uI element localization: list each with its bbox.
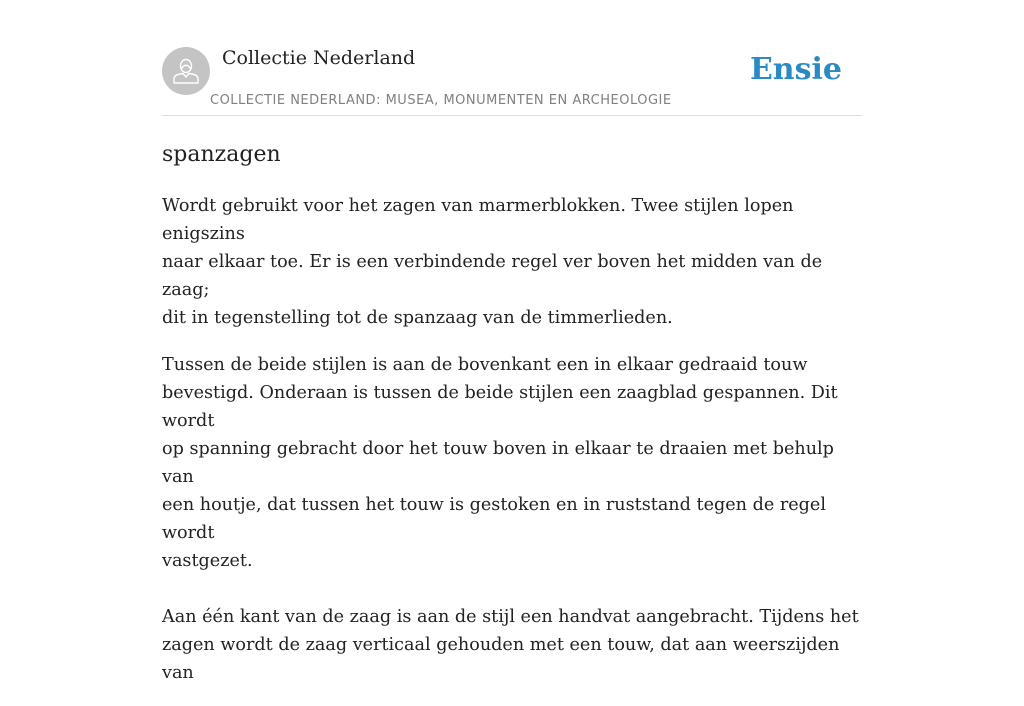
- user-silhouette-icon: [162, 47, 210, 95]
- author-name[interactable]: Collectie Nederland: [222, 47, 416, 69]
- ensie-logo[interactable]: Ensie: [749, 52, 842, 87]
- article-paragraph: Wordt gebruikt voor het zagen van marmerblokken. Twee stijlen lopen enigszins naar elkaar toe. Er is een verbindende regel ver boven het midden van de zaag; dit in tegenstelling tot de spanzaag van de timmerlieden.: [162, 196, 823, 328]
- article-header: [162, 0, 862, 116]
- article-paragraph: Aan één kant van de zaag is aan de stijl een handvat aangebracht. Tijdens het zagen wordt de zaag verticaal gehouden met een touw, dat aan weerszijden van: [162, 607, 859, 683]
- article-body: [162, 192, 862, 706]
- author-avatar[interactable]: [162, 47, 210, 95]
- article-paragraph: Tussen de beide stijlen is aan de bovenkant een in elkaar gedraaid touw bevestigd. Onderaan is tussen de beide stijlen een zaagblad gespannen. Dit wordt op spanning gebracht door het touw boven in elkaar te draaien met behulp van een houtje, dat tussen het touw is gestoken en in ruststand tegen de regel wordt vastgezet.: [162, 355, 838, 571]
- article-title: spanzagen: [162, 142, 281, 167]
- collection-link[interactable]: COLLECTIE NEDERLAND: MUSEA, MONUMENTEN EN ARCHEOLOGIE: [210, 93, 672, 108]
